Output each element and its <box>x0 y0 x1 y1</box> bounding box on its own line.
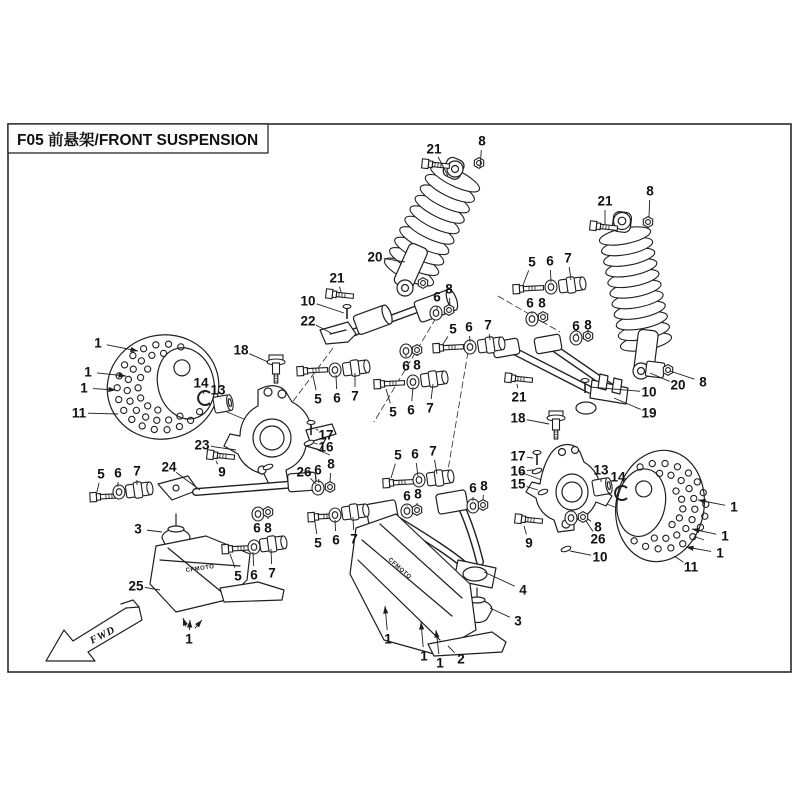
callout-8: 8 <box>594 519 602 535</box>
callout-3: 3 <box>514 613 522 629</box>
washer <box>526 312 538 326</box>
bushing <box>558 275 587 295</box>
callout-8: 8 <box>414 486 422 502</box>
callout-8: 8 <box>538 295 546 311</box>
callout-7: 7 <box>429 443 437 459</box>
callout-8: 8 <box>264 520 272 536</box>
brake-disc-right <box>607 443 718 569</box>
washer <box>248 540 260 554</box>
bolt <box>326 289 354 301</box>
callout-7: 7 <box>564 250 572 266</box>
nut <box>663 365 672 376</box>
shock-bracket-19 <box>590 380 628 404</box>
lower-control-arm-left <box>158 472 317 552</box>
callout-24: 24 <box>161 459 177 475</box>
callout-6: 6 <box>411 446 419 462</box>
callout-7: 7 <box>351 388 359 404</box>
callout-13: 13 <box>210 382 226 398</box>
callout-7: 7 <box>350 531 358 547</box>
washer <box>565 511 577 525</box>
callout-21: 21 <box>329 270 345 286</box>
callout-7: 7 <box>268 565 276 581</box>
bushing <box>341 502 370 522</box>
bushing <box>125 480 154 500</box>
callout-8: 8 <box>480 478 488 494</box>
callout-5: 5 <box>389 404 397 420</box>
callout-15: 15 <box>510 476 526 492</box>
callout-11: 11 <box>71 405 87 421</box>
callout-5: 5 <box>528 254 536 270</box>
callout-21: 21 <box>511 389 527 405</box>
callout-1: 1 <box>80 380 88 396</box>
callout-10: 10 <box>641 384 657 400</box>
guard-logo-left: CFMOTO <box>185 564 215 574</box>
callout-1: 1 <box>84 364 92 380</box>
callout-1: 1 <box>94 335 102 351</box>
washer <box>413 473 425 487</box>
callout-6: 6 <box>114 465 122 481</box>
fwd-arrow <box>46 600 142 661</box>
callout-6: 6 <box>546 253 554 269</box>
washer <box>329 508 341 522</box>
callout-7: 7 <box>426 400 434 416</box>
washer <box>113 485 125 499</box>
callout-11: 11 <box>683 559 699 575</box>
callout-2: 2 <box>457 651 465 667</box>
callout-7: 7 <box>133 463 141 479</box>
callout-18: 18 <box>233 342 249 358</box>
nut <box>578 512 587 523</box>
nut <box>538 312 547 323</box>
nut <box>412 505 421 516</box>
callout-6: 6 <box>526 295 534 311</box>
bolt <box>374 378 405 389</box>
washer <box>430 306 442 320</box>
washer <box>545 280 557 294</box>
guard-logo-right: CFMOTO <box>386 557 413 581</box>
shock-bracket-22 <box>320 322 356 344</box>
kingpin-ball-stud <box>267 355 285 383</box>
callout-23: 23 <box>194 437 210 453</box>
bolt <box>207 450 235 462</box>
callout-6: 6 <box>433 289 441 305</box>
callout-6: 6 <box>333 390 341 406</box>
callout-8: 8 <box>413 357 421 373</box>
nut <box>325 482 334 493</box>
callout-5: 5 <box>449 321 457 337</box>
washer <box>401 504 413 518</box>
callout-25: 25 <box>128 578 144 594</box>
callout-20: 20 <box>367 249 383 265</box>
washer <box>329 363 341 377</box>
washer <box>407 375 419 389</box>
callout-7: 7 <box>484 317 492 333</box>
callout-1: 1 <box>185 631 193 647</box>
bushing <box>420 369 449 389</box>
callout-16: 16 <box>510 463 526 479</box>
pin <box>343 305 351 320</box>
washer <box>467 499 479 513</box>
callout-5: 5 <box>314 391 322 407</box>
bolt <box>383 477 414 488</box>
callout-4: 4 <box>519 582 527 598</box>
callout-8: 8 <box>327 456 335 472</box>
fwd-label: FWD <box>88 624 118 647</box>
callout-21: 21 <box>426 141 442 157</box>
callout-8: 8 <box>445 281 453 297</box>
callout-16: 16 <box>318 439 334 455</box>
callout-1: 1 <box>384 631 392 647</box>
callout-20: 20 <box>670 377 686 393</box>
callout-6: 6 <box>572 318 580 334</box>
bolt <box>515 514 543 526</box>
callout-14: 14 <box>610 469 626 485</box>
callout-19: 19 <box>641 405 657 421</box>
page-title: F05 前悬架/FRONT SUSPENSION <box>17 132 259 149</box>
callout-26: 26 <box>590 531 606 547</box>
callout-5: 5 <box>97 466 105 482</box>
callout-13: 13 <box>593 462 609 478</box>
callout-10: 10 <box>300 293 316 309</box>
callout-10: 10 <box>592 549 608 565</box>
washer <box>464 340 476 354</box>
callout-17: 17 <box>318 427 334 443</box>
pin <box>533 451 541 466</box>
callout-1: 1 <box>716 545 724 561</box>
callout-6: 6 <box>465 319 473 335</box>
callout-5: 5 <box>234 568 242 584</box>
callout-6: 6 <box>314 462 322 478</box>
callout-26: 26 <box>296 464 312 480</box>
kingpin-ball-stud <box>547 411 565 439</box>
callout-3: 3 <box>134 521 142 537</box>
callout-6: 6 <box>402 358 410 374</box>
clip <box>561 545 572 553</box>
nut <box>474 158 483 169</box>
washer <box>312 481 324 495</box>
washer <box>252 507 264 521</box>
callout-9: 9 <box>218 464 226 480</box>
callout-6: 6 <box>332 532 340 548</box>
callout-17: 17 <box>510 448 526 464</box>
callout-1: 1 <box>730 499 738 515</box>
callout-6: 6 <box>407 402 415 418</box>
bolt <box>297 365 328 376</box>
callout-1: 1 <box>420 648 428 664</box>
nut <box>444 305 453 316</box>
callout-1: 1 <box>436 655 444 671</box>
nut <box>412 345 421 356</box>
bolt <box>505 373 533 385</box>
callout-8: 8 <box>478 133 486 149</box>
callout-6: 6 <box>469 480 477 496</box>
nut <box>478 500 487 511</box>
clip <box>532 467 543 475</box>
callout-21: 21 <box>597 193 613 209</box>
callout-6: 6 <box>403 488 411 504</box>
nut <box>643 217 652 228</box>
callout-8: 8 <box>699 374 707 390</box>
callout-14: 14 <box>193 375 209 391</box>
shock-absorber-right <box>598 211 673 379</box>
callout-22: 22 <box>300 313 316 329</box>
bushing <box>342 358 371 378</box>
nut <box>263 507 272 518</box>
callout-5: 5 <box>314 535 322 551</box>
callout-5: 5 <box>394 447 402 463</box>
callout-18: 18 <box>510 410 526 426</box>
callout-1: 1 <box>721 528 729 544</box>
bushing <box>426 468 455 488</box>
bolt <box>433 342 464 353</box>
bushing <box>259 534 288 554</box>
callout-6: 6 <box>250 567 258 583</box>
nut <box>418 278 427 289</box>
callout-8: 8 <box>646 183 654 199</box>
callout-9: 9 <box>525 535 533 551</box>
bolt <box>513 283 544 294</box>
shock-absorber-left <box>381 156 483 296</box>
callout-8: 8 <box>584 317 592 333</box>
callout-6: 6 <box>253 520 261 536</box>
